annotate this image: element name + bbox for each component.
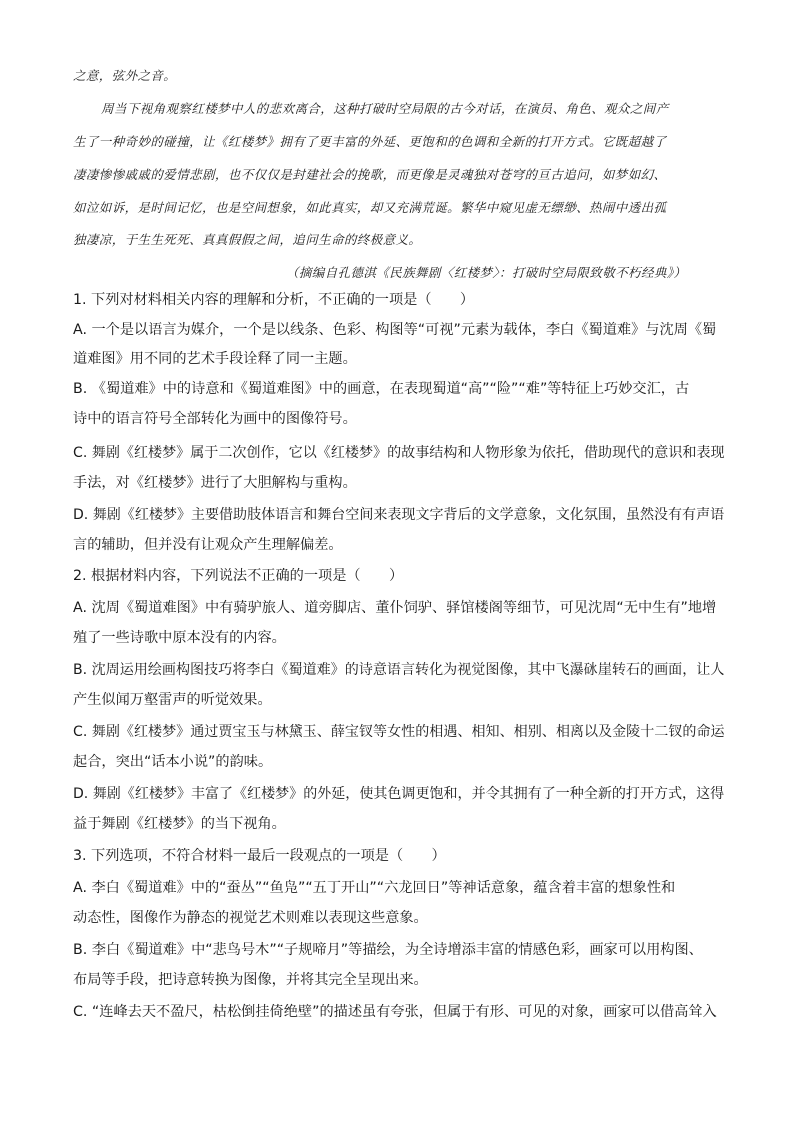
question-stem: 1. 下列对材料相关内容的理解和分析，不正确的一项是（ ）	[73, 292, 475, 308]
passage-line: 如泣如诉，是时间记忆，也是空间想象，如此真实，却又充满荒诞。繁华中窥见虚无缥缈、热闹中透出孤	[73, 200, 667, 215]
option-line: 诗中的语言符号全部转化为画中的图像符号。	[73, 411, 357, 427]
passage-line: 独凄凉，于生生死死、真真假假之间，追问生命的终极意义。	[73, 232, 422, 247]
option-line: 产生似闻万壑雷声的听觉效果。	[73, 692, 272, 708]
question-stem: 2. 根据材料内容，下列说法不正确的一项是（ ）	[73, 568, 404, 584]
option-line: D. 舞剧《红楼梦》丰富了《红楼梦》的外延，使其色调更饱和，并令其拥有了一种全新的打开方式，这得	[73, 786, 725, 802]
option-line: A. 李白《蜀道难》中的“蚕丛”“鱼凫”“五丁开山”“六龙回日”等神话意象，蕴含着丰富的想象性和	[73, 880, 676, 896]
passage-line: 之意，弦外之音。	[73, 68, 177, 83]
option-line: 动态性，图像作为静态的视觉艺术则难以表现这些意象。	[73, 910, 428, 926]
option-line: A. 一个是以语言为媒介，一个是以线条、色彩、构图等“可视”元素为载体，李白《蜀道难》与沈周《蜀	[73, 322, 717, 338]
option-line: A. 沈周《蜀道难图》中有骑驴旅人、道旁脚店、董仆饲驴、驿馆楼阁等细节，可见沈周“无中生有”地增	[73, 600, 717, 616]
passage-source: （摘编自孔德淇《民族舞剧〈红楼梦〉：打破时空局限致敬不朽经典》）	[286, 265, 687, 280]
option-line: C. 舞剧《红楼梦》通过贾宝玉与林黛玉、薛宝钗等女性的相遇、相知、相别、相离以及金陵十二钗的命运	[73, 724, 725, 740]
option-line: B. 李白《蜀道难》中“悲鸟号木”“子规啼月”等描绘，为全诗增添丰富的情感色彩，画家可以用构图、	[73, 942, 703, 958]
option-line: B. 《蜀道难》中的诗意和《蜀道难图》中的画意，在表现蜀道“高”“险”“难”等特征上巧妙交汇，古	[73, 381, 690, 397]
passage-line: 周当下视角观察红楼梦中人的悲欢离合，这种打破时空局限的古今对话，在演员、角色、观众之间产	[101, 101, 669, 116]
option-line: 言的辅助，但并没有让观众产生理解偏差。	[73, 537, 343, 553]
option-line: B. 沈周运用绘画构图技巧将李白《蜀道难》的诗意语言转化为视觉图像，其中飞瀑砯崖转石的画面，让人	[73, 662, 725, 678]
option-line: 布局等手段，把诗意转换为图像，并将其完全呈现出来。	[73, 972, 428, 988]
passage-line: 凄凄惨惨戚戚的爱情悲剧，也不仅仅是封建社会的挽歌，而更像是灵魂独对苍穹的亘古追问，如梦如幻、	[73, 167, 667, 182]
option-line: 殖了一些诗歌中原本没有的内容。	[73, 630, 286, 646]
passage-line: 生了一种奇妙的碰撞，让《红楼梦》拥有了更丰富的外延、更饱和的色调和全新的打开方式。它既超越了	[73, 134, 667, 149]
option-line: C. “连峰去天不盈尺，枯松倒挂倚绝壁”的描述虽有夸张，但属于有形、可见的对象，画家可以借高耸入	[73, 1004, 717, 1020]
option-line: 起合，突出“话本小说”的韵味。	[73, 754, 273, 770]
option-line: 手法，对《红楼梦》进行了大胆解构与重构。	[73, 475, 357, 491]
option-line: D. 舞剧《红楼梦》主要借助肢体语言和舞台空间来表现文字背后的文学意象，文化氛围，虽然没有有声语	[73, 507, 725, 523]
option-line: C. 舞剧《红楼梦》属于二次创作，它以《红楼梦》的故事结构和人物形象为依托，借助现代的意识和表现	[73, 445, 725, 461]
question-stem: 3. 下列选项，不符合材料一最后一段观点的一项是（ ）	[73, 848, 446, 864]
option-line: 道难图》用不同的艺术手段诠释了同一主题。	[73, 351, 357, 367]
option-line: 益于舞剧《红楼梦》的当下视角。	[73, 816, 286, 832]
